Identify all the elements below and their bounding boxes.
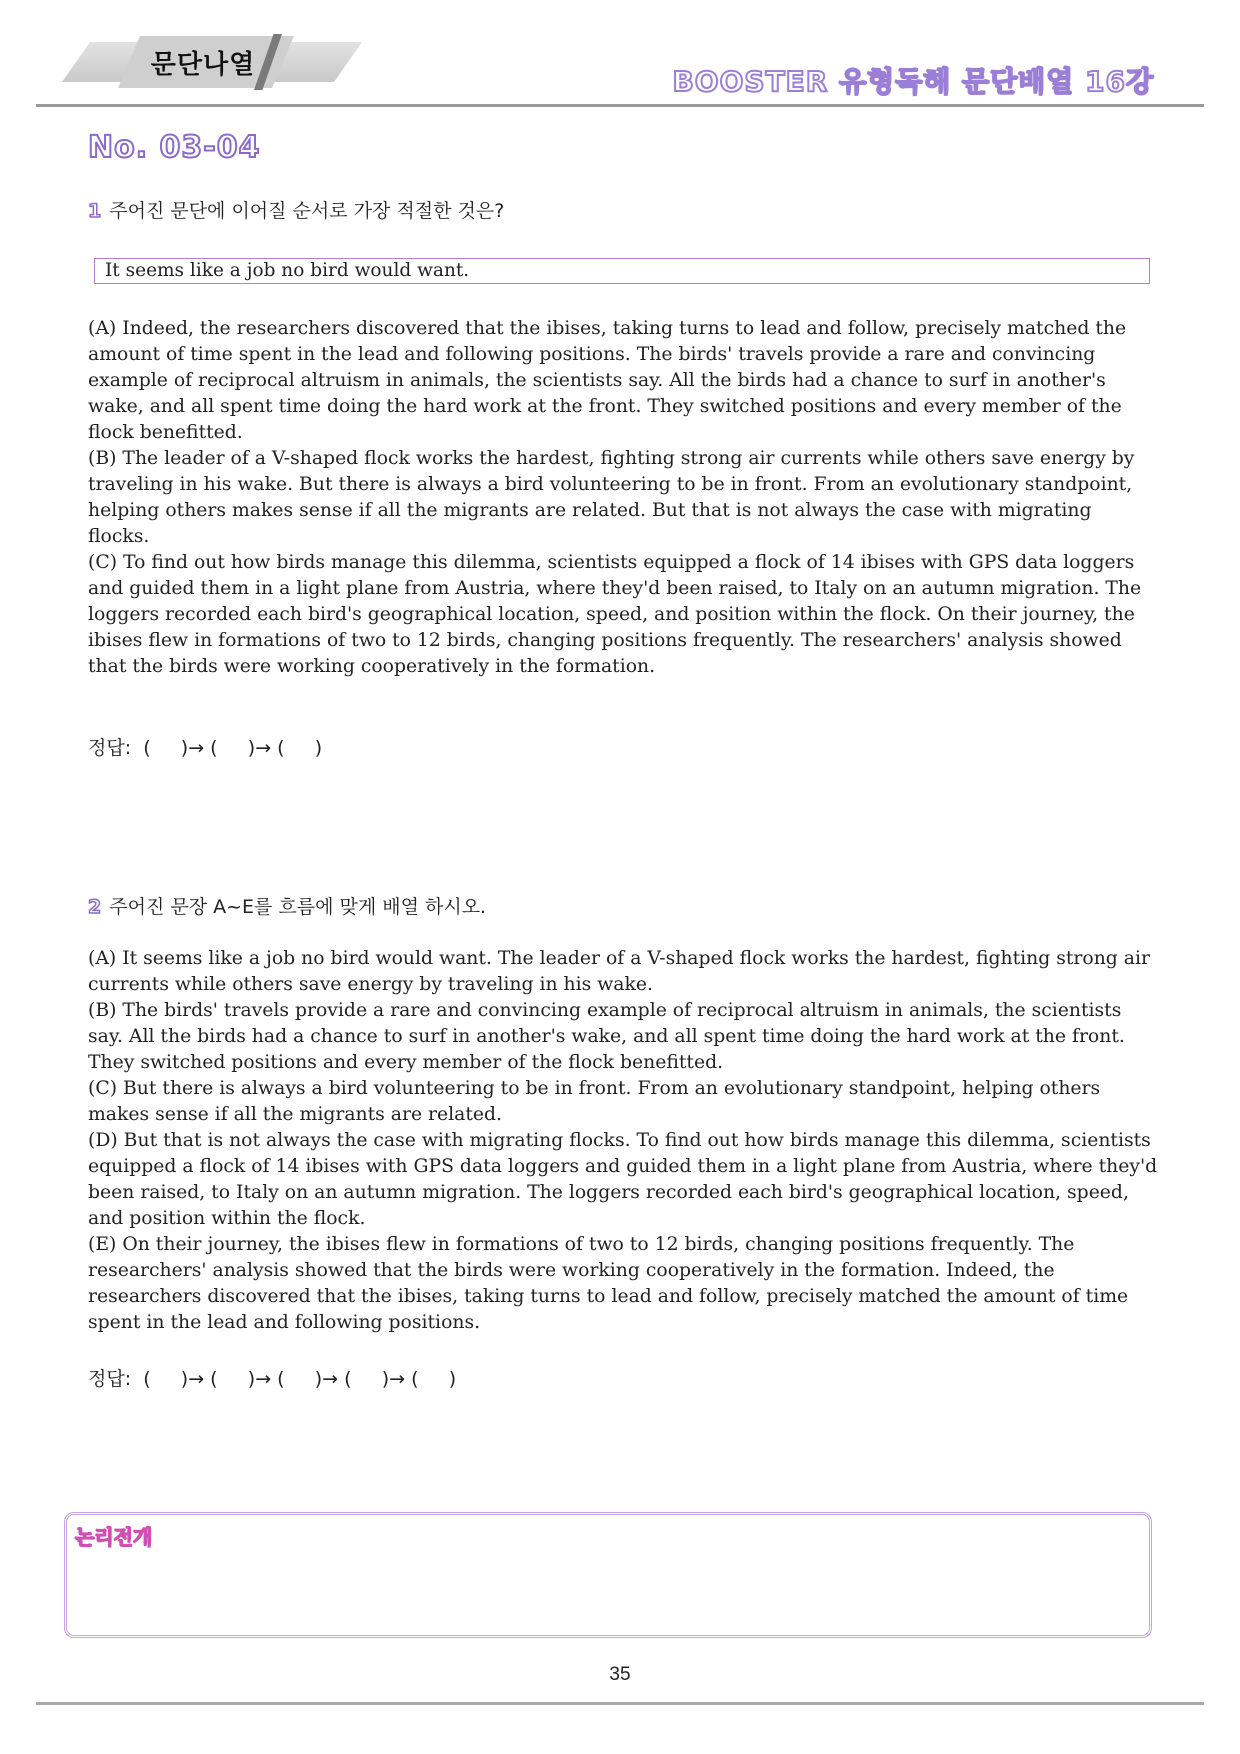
q1-given-box: It seems like a job no bird would want. — [94, 258, 1150, 284]
q1-prompt: 주어진 문단에 이어질 순서로 가장 적절한 것은? — [109, 200, 505, 222]
q1-passage — [88, 316, 1158, 680]
q1-title — [88, 196, 504, 223]
q2-number: 2 — [88, 896, 102, 918]
q1-paragraph-c: (C) To find out how birds manage this dilemma, scientists equipped a flock of 14 ibises with GPS data loggers and guided them in a light plane from Austria, where they'd been raised, to Italy on an autumn migration. The loggers recorded each bird's geographical location, speed, and position within the flock. On their journey, the ibises flew in formations of two to 12 birds, changing positions frequently. The researchers' analysis showed that the birds were working cooperatively in the formation. — [88, 552, 1142, 677]
q2-paragraph-a: (A) It seems like a job no bird would want. The leader of a V-shaped flock works the hardest, fighting strong air currents while others save energy by traveling in his wake. — [88, 948, 1150, 995]
q2-answer-line[interactable]: 정답: ( )→ ( )→ ( )→ ( )→ ( ) — [88, 1368, 457, 1390]
q1-answer-line[interactable]: 정답: ( )→ ( )→ ( ) — [88, 737, 323, 759]
q2-paragraph-c: (C) But there is always a bird volunteering to be in front. From an evolutionary standpoint, helping others makes sense if all the migrants are related. — [88, 1078, 1101, 1125]
q2-paragraph-e: (E) On their journey, the ibises flew in formations of two to 12 birds, changing positions frequently. The researchers' analysis showed that the birds were working cooperatively in the formation. Indeed, the researchers discovered that the ibises, taking turns to lead and follow, precisely matched the amount of time spent in the lead and following positions. — [88, 1234, 1129, 1333]
page-number: 35 — [609, 1664, 631, 1685]
q1-paragraph-a: (A) Indeed, the researchers discovered that the ibises, taking turns to lead and follow, precisely matched the amount of time spent in the lead and following positions. The birds' travels provide a rare and convincing example of reciprocal altruism in animals, the scientists say. All the birds had a chance to surf in another's wake, and all spent time doing the hard work at the front. They switched positions and every member of the flock benefitted. — [88, 318, 1127, 443]
memo-label: 논리전개 — [75, 1525, 153, 1549]
footer-rule — [36, 1702, 1204, 1705]
doc-number: No. 03-04 — [88, 130, 261, 165]
q2-paragraph-b: (B) The birds' travels provide a rare and convincing example of reciprocal altruism in animals, the scientists say. All the birds had a chance to surf in another's wake, and all spent time doing the hard work at the front. They switched positions and every member of the flock benefitted. — [88, 1000, 1125, 1073]
q1-number: 1 — [88, 200, 102, 222]
memo-box[interactable] — [64, 1512, 1152, 1638]
q1-paragraph-b: (B) The leader of a V-shaped flock works the hardest, fighting strong air currents while others save energy by traveling in his wake. But there is always a bird volunteering to be in front. From an evolutionary standpoint, helping others makes sense if all the migrants are related. But that is not always the case with migrating flocks. — [88, 448, 1135, 547]
q2-prompt: 주어진 문장 A~E를 흐름에 맞게 배열 하시오. — [109, 896, 487, 918]
header-title: BOOSTER 유형독해 문단배열 16강 — [672, 65, 1154, 98]
q2-title — [88, 892, 486, 919]
q2-paragraph-d: (D) But that is not always the case with migrating flocks. To find out how birds manage this dilemma, scientists equipped a flock of 14 ibises with GPS data loggers and guided them in a light plane from Austria, where they'd been raised, to Italy on an autumn migration. The loggers recorded each bird's geographical location, speed, and position within the flock. — [88, 1130, 1158, 1229]
q2-passage — [88, 946, 1158, 1336]
header-tab-label: 문단나열 — [150, 50, 256, 80]
header-rule — [36, 104, 1204, 107]
